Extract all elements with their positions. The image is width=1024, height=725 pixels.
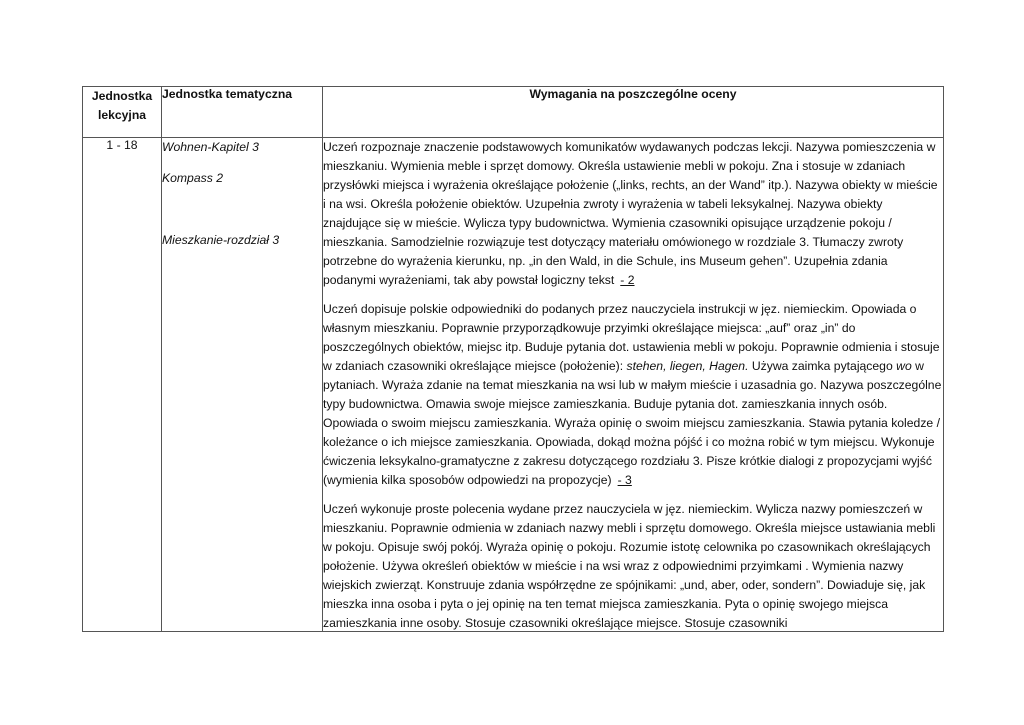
topic-item: Mieszkanie-rozdział 3 <box>162 233 280 247</box>
grade-level: - 3 <box>617 473 632 487</box>
header-unit-line2: lekcyjna <box>97 108 147 122</box>
topic-item: Kompass 2 <box>162 171 223 185</box>
header-unit-line1: Jednostka <box>91 89 153 103</box>
requirement-paragraph <box>323 138 943 290</box>
topic-item: Wohnen-Kapitel 3 <box>162 140 259 154</box>
grade-level: - 2 <box>620 273 635 287</box>
requirement-italic-pronoun: wo <box>896 359 912 373</box>
requirements-cell <box>323 138 944 632</box>
requirement-paragraph <box>323 300 943 490</box>
requirement-text: Używa zaimka pytającego <box>751 359 893 373</box>
requirement-text: Uczeń wykonuje proste polecenia wydane przez nauczyciela w jęz. niemieckim. Wylicza nazwy pomieszczeń w mieszkaniu. Poprawnie odmienia w zdaniach nazwy mebli i sprzętu domowego. Określa miejsce ustawiania mebli w pokoju. Opisuje swój pokój. Wyraża opinię o pokoju. Rozumie istotę celownika po czasownikach określających położenie. Używa określeń obiektów w mieście i na wsi wraz z odpowiednimi przyimkami . Wymienia nazwy wiejskich zwierząt. Konstruuje zdania współrzędne ze spójnikami: „und, aber, oder, sondern”. Dowiaduje się, jak mieszka inna osoba i pyta o jej opinię na ten temat miejsca zamieszkania. Pyta o opinię swojego miejsca zamieszkania inne osoby. Stosuje czasowniki określające miejsce. Stosuje czasowniki <box>323 502 936 630</box>
lesson-range-cell <box>83 138 162 632</box>
topic-cell <box>162 138 323 632</box>
header-requirements: Wymagania na poszczególne oceny <box>323 87 944 138</box>
requirement-text: w pytaniach. Wyraża zdanie na temat mieszkania na wsi lub w małym mieście i uzasadnia go. Nazywa poszczególne typy budownictwa. Omawia swoje miejsce zamieszkania. Buduje pytania dot. zamieszkania innych osób. Opowiada o swoim miejscu zamieszkania. Wyraża opinię o swoim miejscu zamieszkania. Stawia pytania koledze / koleżance o ich miejsce zamieszkania. Opowiada, dokąd można pójść i co można robić w tym miejscu. Wykonuje ćwiczenia leksykalno-gramatyczne z zakresu dotyczącego rozdziału 3. Pisze krótkie dialogi z propozycjami wyjść (wymienia kilka sposobów odpowiedzi na propozycje) <box>323 359 942 487</box>
requirements-content <box>323 138 943 631</box>
requirement-text: Uczeń dopisuje polskie odpowiedniki do podanych przez nauczyciela instrukcji w jęz. niemieckim. Opowiada o własnym mieszkaniu. Poprawnie przyporządkowuje przyimki określające miejsca: „auf” oraz „in” do poszczególnych obiektów, miejsc itp. Buduje pytania dot. ustawienia mebli w pokoju. Poprawnie odmienia i stosuje w zdaniach czasowniki określające miejsce (położenie): <box>323 302 940 373</box>
lesson-range: 1 - 18 <box>106 138 138 152</box>
table-header-row <box>83 87 944 138</box>
requirement-italic-verbs: stehen, liegen, Hagen. <box>626 359 749 373</box>
requirement-paragraph <box>323 500 943 631</box>
requirement-text: Uczeń rozpoznaje znaczenie podstawowych komunikatów wydawanych podczas lekcji. Nazywa pomieszczenia w mieszkaniu. Wymienia meble i sprzęt domowy. Określa ustawienie mebli w pokoju. Zna i stosuje w zdaniach przysłówki miejsca i wyrażenia określające położenie („links, rechts, an der Wand” itp.). Nazywa obiekty w mieście i na wsi. Określa położenie obiektów. Uzupełnia zwroty i wyrażenia w tabeli leksykalnej. Nazywa obiekty znajdujące się w mieście. Wylicza typy budownictwa. Wymienia czasowniki opisujące urządzenie pokoju / mieszkania. Samodzielnie rozwiązuje test dotyczący materiału omówionego w rozdziale 3. Tłumaczy zwroty potrzebne do wyrażenia kierunku, np. „in den Wald, in die Schule, ins Museum gehen”. Uzupełnia zdania podanymi wyrażeniami, tak aby powstał logiczny tekst <box>323 140 938 287</box>
table-row <box>83 138 944 632</box>
header-topic: Jednostka tematyczna <box>162 87 323 138</box>
grading-requirements-table <box>82 86 944 632</box>
header-unit <box>83 87 162 138</box>
